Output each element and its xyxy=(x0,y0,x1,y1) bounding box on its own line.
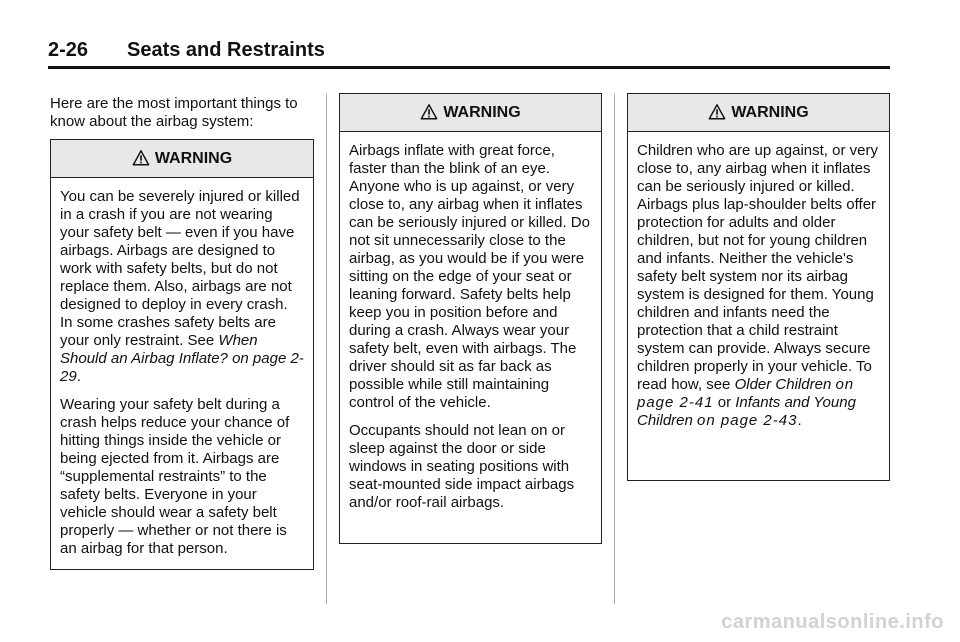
connector-text: or xyxy=(713,394,736,411)
column-divider xyxy=(326,94,327,604)
warning-paragraph: Occupants should not lean on or sleep against the door or side windows in seating positions with seat-mounted side impact airbags and/or roof-rail airbags. xyxy=(349,422,575,511)
warning-paragraph: Airbags inflate with great force, faster than the blink of an eye. Anyone who is up against, or very close to, any airbag when it inflates can be seriously injured or killed. Do not sit unnecessarily close to the airbag, as you would be if you were sitting on the edge of your seat or leaning forward. Safety belts help keep you in position before and during a crash. Always wear your safety belt, even with airbags. The driver should sit as far back as possible while still maintaining control of the vehicle. xyxy=(349,142,590,411)
watermark: carmanualsonline.info xyxy=(721,611,944,633)
warning-text: You can be severely injured or killed in a crash if you are not wearing your safety belt — even if you have airbags. Airbags are designed to work with safety belts, but do not replace them. Also, airbags are not designed to deploy in every crash. In some crashes safety belts are your only restraint. See xyxy=(60,188,300,349)
warning-header xyxy=(628,94,889,132)
warning-body xyxy=(628,132,889,430)
cross-reference-link[interactable]: When Should an Airbag Inflate? on page 2-29 xyxy=(60,332,304,385)
warning-label: WARNING xyxy=(731,103,809,121)
warning-triangle-icon xyxy=(420,103,438,121)
warning-label: WARNING xyxy=(154,149,233,167)
page-number: 2-26 xyxy=(48,39,89,61)
intro-text: Here are the most important things to know about the airbag system: xyxy=(50,95,298,130)
page-header xyxy=(48,36,890,69)
warning-body xyxy=(340,132,601,512)
warning-box-3 xyxy=(627,93,890,481)
warning-triangle-icon xyxy=(708,103,726,121)
cross-reference-page[interactable]: on page 2-41 xyxy=(637,376,855,411)
warning-box-1 xyxy=(50,139,314,570)
column-divider xyxy=(614,94,615,604)
warning-paragraph: Wearing your safety belt during a crash helps reduce your chance of hitting things inside the vehicle or being ejected from it. Airbags are “supplemental restraints” to the safety belts. Everyone in your vehicle should wear a safety belt properly — whether or not there is an airbag for that person. xyxy=(60,396,290,557)
warning-paragraph xyxy=(637,142,880,430)
warning-label: WARNING xyxy=(443,103,521,121)
warning-triangle-icon xyxy=(132,149,150,167)
warning-header xyxy=(340,94,601,132)
warning-body xyxy=(51,178,313,558)
punctuation: . xyxy=(797,412,802,429)
warning-paragraph xyxy=(60,188,304,386)
punctuation: . xyxy=(76,368,81,385)
warning-header xyxy=(51,140,313,178)
cross-reference-link[interactable]: Infants and Young Children xyxy=(637,394,856,429)
warning-text: Children who are up against, or very close to, any airbag when it inflates can be seriously injured or killed. Airbags plus lap-shoulder belts offer protection for adults and older children, but not for young children and infants. Neither the vehicle's safety belt system nor its airbag system is designed for them. Young children and infants need the protection that a child restraint system can provide. Always secure children properly in your vehicle. To read how, see xyxy=(637,142,878,393)
warning-box-2 xyxy=(339,93,602,544)
section-title: Seats and Restraints xyxy=(127,39,325,61)
cross-reference-page[interactable]: on page 2-43 xyxy=(697,412,798,429)
cross-reference-link[interactable]: Older Children xyxy=(734,376,832,393)
